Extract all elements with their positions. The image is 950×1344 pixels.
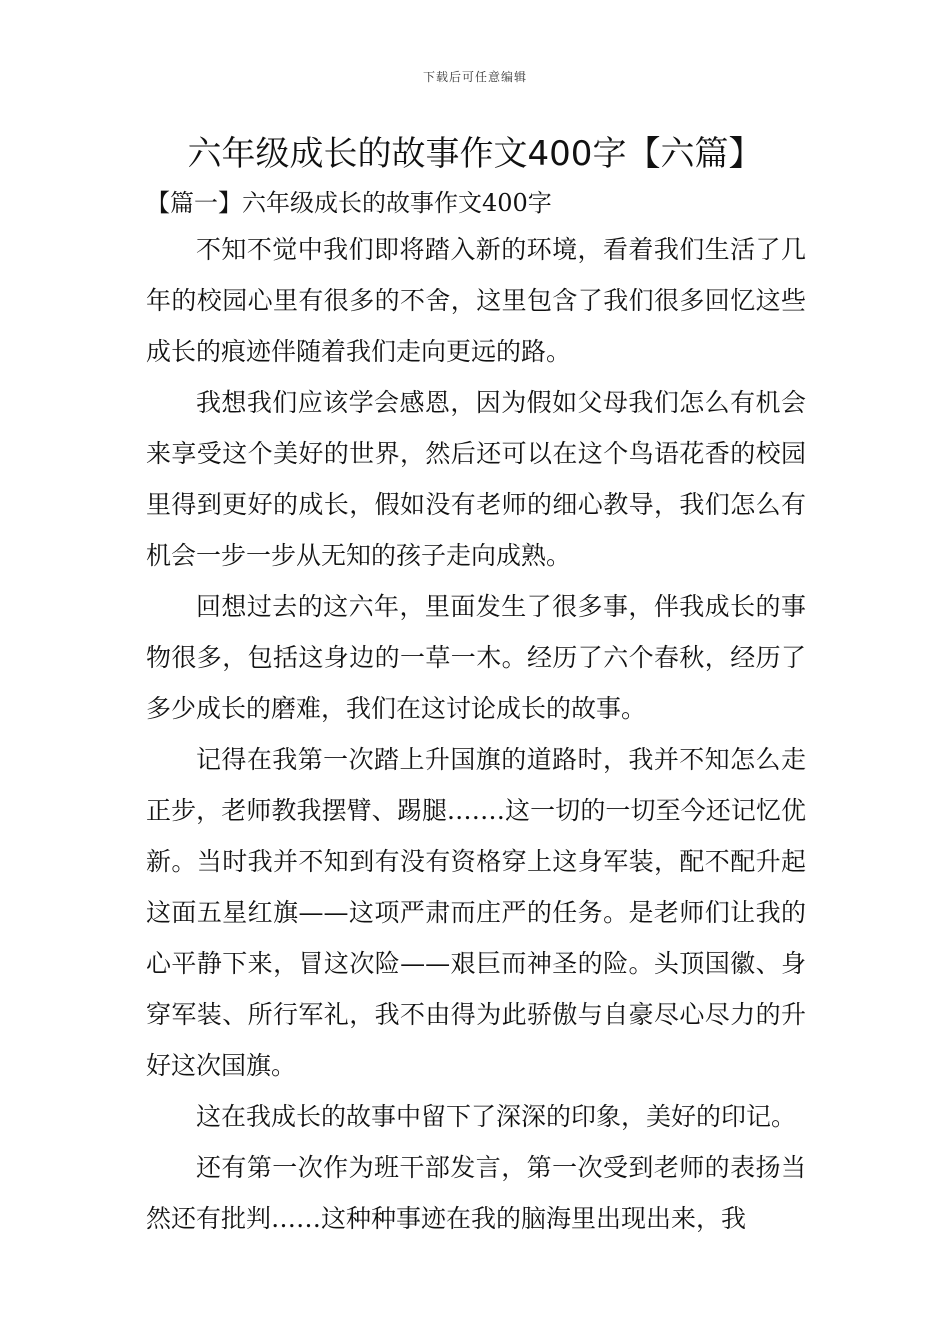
document-title: 六年级成长的故事作文400字【六篇】 — [187, 134, 763, 174]
header-note: 下载后可任意编辑 — [422, 70, 527, 84]
paragraph: 不知不觉中我们即将踏入新的环境，看着我们生活了几年的校园心里有很多的不舍，这里包含了我们很多回忆这些成长的痕迹伴随着我们走向更远的路。 — [146, 235, 806, 366]
paragraph: 我想我们应该学会感恩，因为假如父母我们怎么有机会来享受这个美好的世界，然后还可以在这个鸟语花香的校园里得到更好的成长，假如没有老师的细心教导，我们怎么有机会一步一步从无知的孩子走向成熟。 — [146, 388, 806, 570]
paragraph: 这在我成长的故事中留下了深深的印象，美好的印记。 — [196, 1102, 797, 1131]
paragraph: 还有第一次作为班干部发言，第一次受到老师的表扬当然还有批判……这种种事迹在我的脑海里出现出来，我 — [146, 1153, 806, 1233]
paragraph: 回想过去的这六年，里面发生了很多事，伴我成长的事物很多，包括这身边的一草一木。经历了六个春秋，经历了多少成长的磨难，我们在这讨论成长的故事。 — [146, 592, 806, 723]
paragraph: 记得在我第一次踏上升国旗的道路时，我并不知怎么走正步，老师教我摆臂、踢腿.……这一切的一切至今还记忆优新。当时我并不知到有没有资格穿上这身军装，配不配升起这面五星红旗——这项严肃而庄严的任务。是老师们让我的心平静下来，冒这次险——艰巨而神圣的险。头顶国徽、身穿军装、所行军礼，我不由得为此骄傲与自豪尽心尽力的升好这次国旗。 — [146, 745, 806, 1080]
document-body — [146, 224, 806, 1244]
section-heading: 【篇一】六年级成长的故事作文400字 — [146, 189, 552, 217]
